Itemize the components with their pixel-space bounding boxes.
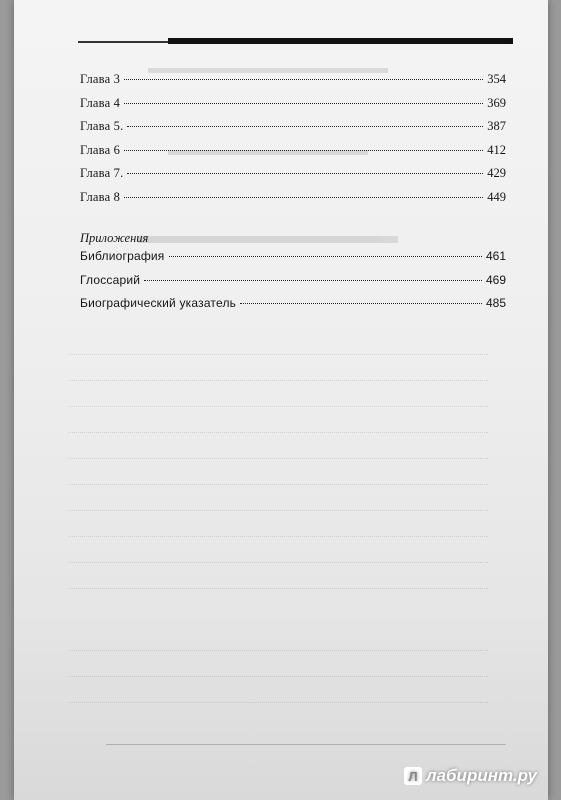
toc-entry-biographical-index[interactable] xyxy=(80,296,506,320)
labirint-watermark xyxy=(404,766,537,786)
toc-entry-chapter-5[interactable] xyxy=(80,119,506,143)
toc-entry-page: 485 xyxy=(485,296,506,310)
bleed-row xyxy=(68,470,488,485)
labirint-logo-icon: Л xyxy=(404,767,422,785)
toc-entry-label: Библиография xyxy=(80,249,165,263)
toc-entry-label: Глава 4 xyxy=(80,95,121,110)
toc-entry-label: Глава 3 xyxy=(80,72,121,86)
book-page xyxy=(14,0,548,800)
toc-leader-dots xyxy=(127,126,483,127)
toc-entry-chapter-4[interactable] xyxy=(80,96,506,120)
toc-leader-dots xyxy=(124,197,483,198)
toc-leader-dots xyxy=(240,303,482,304)
toc-entry-label: Биографический указатель xyxy=(80,296,237,310)
toc-entry-bibliography[interactable] xyxy=(80,249,506,273)
toc-entry-label: Глава 5. xyxy=(80,119,124,133)
toc-entry-page: 369 xyxy=(487,95,506,110)
toc-leader-dots xyxy=(124,79,483,80)
toc-entry-page: 461 xyxy=(485,249,506,263)
toc-entry-label: Глава 7. xyxy=(80,166,124,180)
footer-rule xyxy=(106,744,506,745)
appendix-heading: Приложения xyxy=(80,231,149,245)
toc-leader-dots xyxy=(127,173,483,174)
toc-leader-dots xyxy=(124,103,483,104)
watermark-text: лабиринт.ру xyxy=(426,766,537,785)
toc-entry-page: 469 xyxy=(485,272,506,287)
toc-entry-chapter-7[interactable] xyxy=(80,166,506,190)
toc-entry-page: 387 xyxy=(487,119,506,133)
toc-leader-dots xyxy=(144,280,482,281)
bleed-row xyxy=(68,366,488,381)
bleed-row xyxy=(68,418,488,433)
toc-entry-page: 354 xyxy=(487,72,506,86)
bleed-row xyxy=(68,548,488,563)
toc-entry-label: Глава 8 xyxy=(80,189,121,204)
header-rule-thick xyxy=(168,38,513,44)
bleed-row xyxy=(68,688,488,703)
toc-entry-label: Глава 6 xyxy=(80,142,121,157)
bleed-row xyxy=(68,522,488,537)
toc-leader-dots xyxy=(124,150,483,151)
bleed-row xyxy=(68,444,488,459)
bleed-row xyxy=(68,574,488,589)
bleed-row xyxy=(68,636,488,651)
header-rule-thin xyxy=(78,41,168,43)
toc-entry-label: Глоссарий xyxy=(80,272,141,287)
table-of-contents xyxy=(80,72,506,320)
bleed-row xyxy=(68,340,488,355)
toc-entry-chapter-8[interactable] xyxy=(80,190,506,214)
toc-entry-glossary[interactable] xyxy=(80,273,506,297)
toc-entry-chapter-3[interactable] xyxy=(80,72,506,96)
toc-entry-page: 412 xyxy=(487,142,506,157)
bleed-row xyxy=(68,662,488,677)
toc-leader-dots xyxy=(169,256,482,257)
toc-entry-page: 449 xyxy=(487,189,506,204)
toc-entry-chapter-6[interactable] xyxy=(80,143,506,167)
bleed-row xyxy=(68,496,488,511)
toc-entry-page: 429 xyxy=(487,166,506,180)
bleed-row xyxy=(68,392,488,407)
